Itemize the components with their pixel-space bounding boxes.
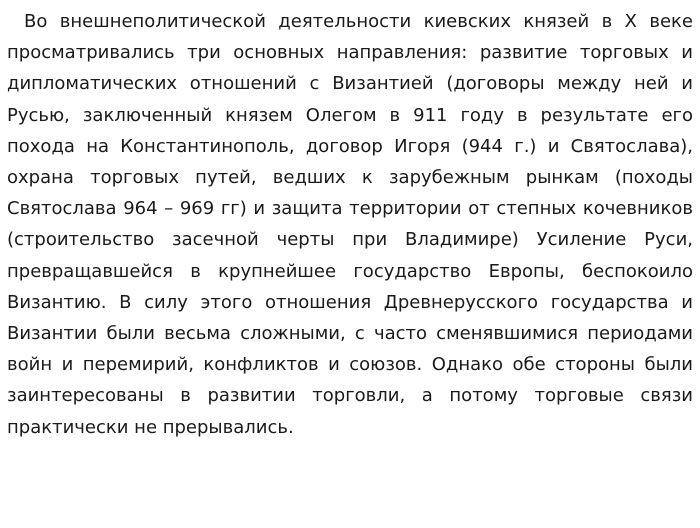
document-body [7,6,693,443]
text-paragraph: Во внешнеполитической деятельности киевских князей в Х веке просматривались три основных направления: развитие торговых и дипломатических отношений с Византией (договоры между ней и Русью, заключенный князем Олегом в 911 году в результате его похода на Константинополь, договор Игоря (944 г.) и Святослава), охрана торговых путей, ведших к зарубежным рынкам (походы Святослава 964 – 969 гг) и защита территории от степных кочевников (строительство засечной черты при Владимире) Усиление Руси, превращавшейся в крупнейшее государство Европы, беспокоило Византию. В силу этого отношения Древнерусского государства и Византии были весьма сложными, с часто сменявшимися периодами войн и перемирий, конфликтов и союзов. Однако обе стороны были заинтересованы в развитии торговли, а потому торговые связи практически не прерывались. [7,11,693,438]
